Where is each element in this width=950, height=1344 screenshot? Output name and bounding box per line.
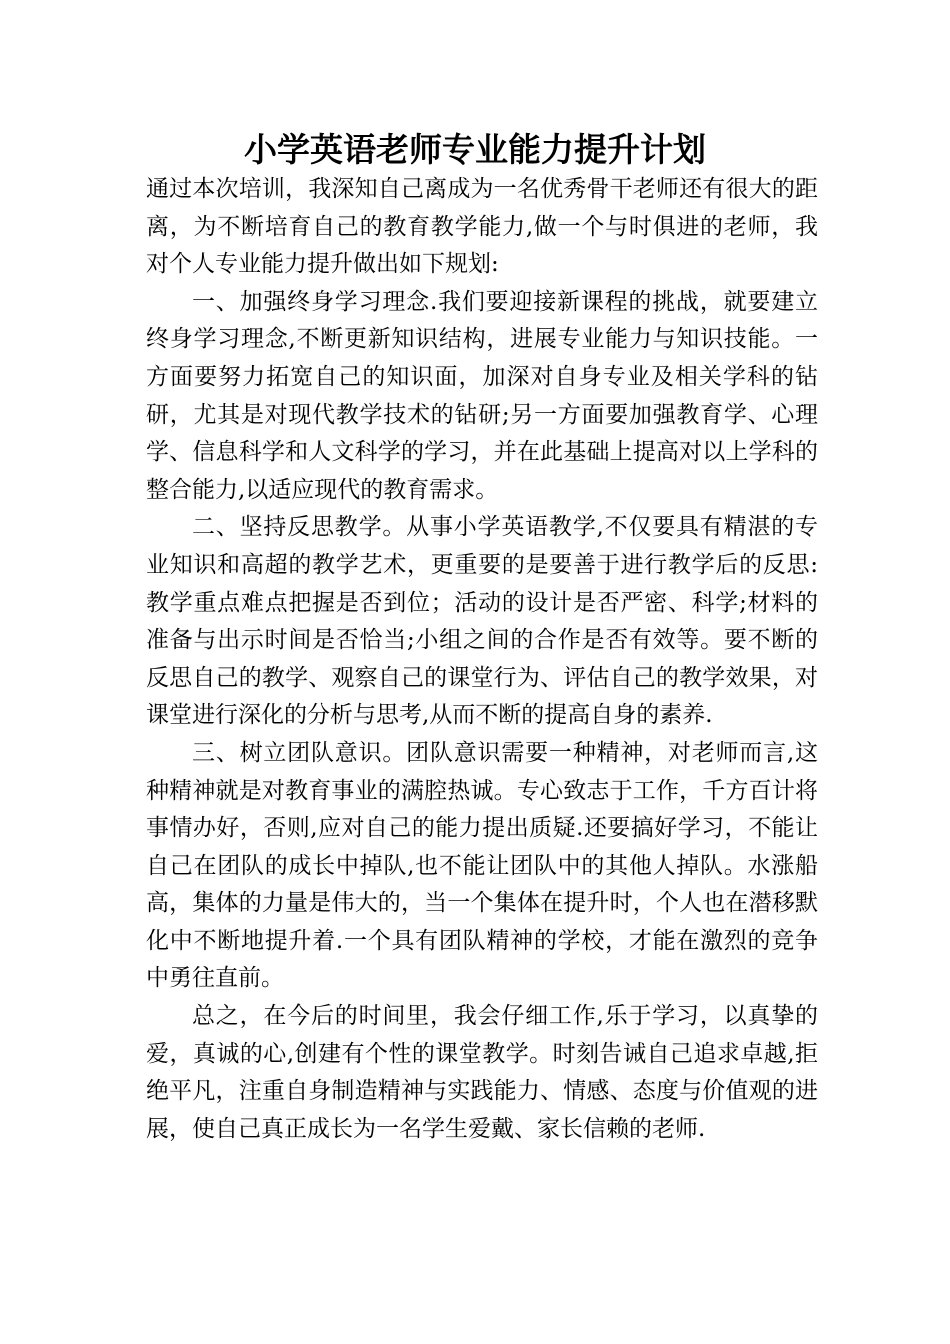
document-title: 小学英语老师专业能力提升计划 xyxy=(244,130,706,169)
conclusion-paragraph: 总之，在今后的时间里，我会仔细工作,乐于学习，以真挚的爱，真诚的心,创建有个性的课堂教学。时刻告诫自己追求卓越,拒绝平凡，注重自身制造精神与实践能力、情感、态度与价值观的进展，使自己真正成长为一名学生爱戴、家长信赖的老师. xyxy=(146,1003,818,1142)
section-2-paragraph: 二、坚持反思教学。从事小学英语教学,不仅要具有精湛的专业知识和高超的教学艺术，更重要的是要善于进行教学后的反思:教学重点难点把握是否到位；活动的设计是否严密、科学;材料的准备与出示时间是否恰当;小组之间的合作是否有效等。要不断的反思自己的教学、观察自己的课堂行为、评估自己的教学效果，对课堂进行深化的分析与思考,从而不断的提高自身的素养. xyxy=(146,514,818,729)
section-1-paragraph: 一、加强终身学习理念.我们要迎接新课程的挑战，就要建立终身学习理念,不断更新知识结构，进展专业能力与知识技能。一方面要努力拓宽自己的知识面，加深对自身专业及相关学科的钻研，尤其是对现代教学技术的钻研;另一方面要加强教育学、心理学、信息科学和人文科学的学习，并在此基础上提高对以上学科的整合能力,以适应现代的教育需求。 xyxy=(146,288,818,503)
document-body xyxy=(146,171,818,1148)
intro-paragraph: 通过本次培训，我深知自己离成为一名优秀骨干老师还有很大的距离，为不断培育自己的教育教学能力,做一个与时俱进的老师，我对个人专业能力提升做出如下规划: xyxy=(146,176,818,278)
section-3-paragraph: 三、树立团队意识。团队意识需要一种精神，对老师而言,这种精神就是对教育事业的满腔热诚。专心致志于工作，千方百计将事情办好，否则,应对自己的能力提出质疑.还要搞好学习，不能让自己在团队的成长中掉队,也不能让团队中的其他人掉队。水涨船高，集体的力量是伟大的，当一个集体在提升时，个人也在潜移默化中不断地提升着.一个具有团队精神的学校，才能在激烈的竞争中勇往直前。 xyxy=(146,739,818,992)
